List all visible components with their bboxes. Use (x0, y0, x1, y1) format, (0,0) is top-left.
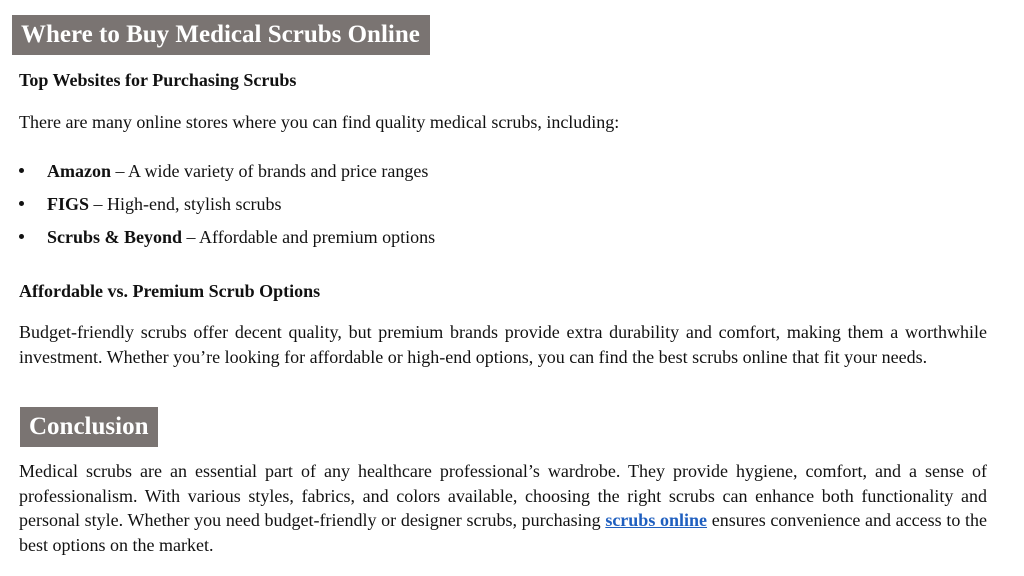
store-name: FIGS (47, 194, 90, 214)
intro-paragraph: There are many online stores where you can find quality medical scrubs, including: (19, 112, 620, 132)
store-desc: – High-end, stylish scrubs (89, 194, 282, 214)
conclusion-text-end: ensures convenience and access to the best options on the market. (19, 510, 987, 555)
list-item (19, 225, 435, 258)
conclusion-text-start: Medical scrubs are an essential part of any healthcare professional’s wardrobe. They provide hygiene, comfort, and a sense of professionalism. With various styles, fabrics, and colors available, choosing the right scrubs can enhance both functionality and personal style. Whether you need budget-friendly or designer scrubs, purchasing (19, 461, 987, 530)
section-title-banner: Where to Buy Medical Scrubs Online (12, 15, 430, 55)
list-item (19, 159, 435, 192)
store-list (19, 159, 435, 258)
store-desc: – A wide variety of brands and price ranges (111, 161, 429, 181)
bullet-icon (19, 201, 24, 206)
subheading-top-websites: Top Websites for Purchasing Scrubs (19, 70, 297, 90)
subheading-affordable-vs-premium: Affordable vs. Premium Scrub Options (19, 281, 321, 301)
store-name: Scrubs & Beyond (47, 227, 183, 247)
conclusion-paragraph (19, 459, 987, 557)
comparison-paragraph: Budget-friendly scrubs offer decent quality, but premium brands provide extra durability and comfort, making them a worthwhile investment. Whether you’re looking for affordable or high-end options, you can find the best scrubs online that fit your needs. (19, 322, 987, 367)
conclusion-title-banner: Conclusion (20, 407, 158, 447)
scrubs-online-link[interactable]: scrubs online (605, 510, 708, 530)
list-item (19, 192, 435, 225)
store-desc: – Affordable and premium options (182, 227, 436, 247)
store-name: Amazon (47, 161, 111, 181)
bullet-icon (19, 168, 24, 173)
bullet-icon (19, 234, 24, 239)
